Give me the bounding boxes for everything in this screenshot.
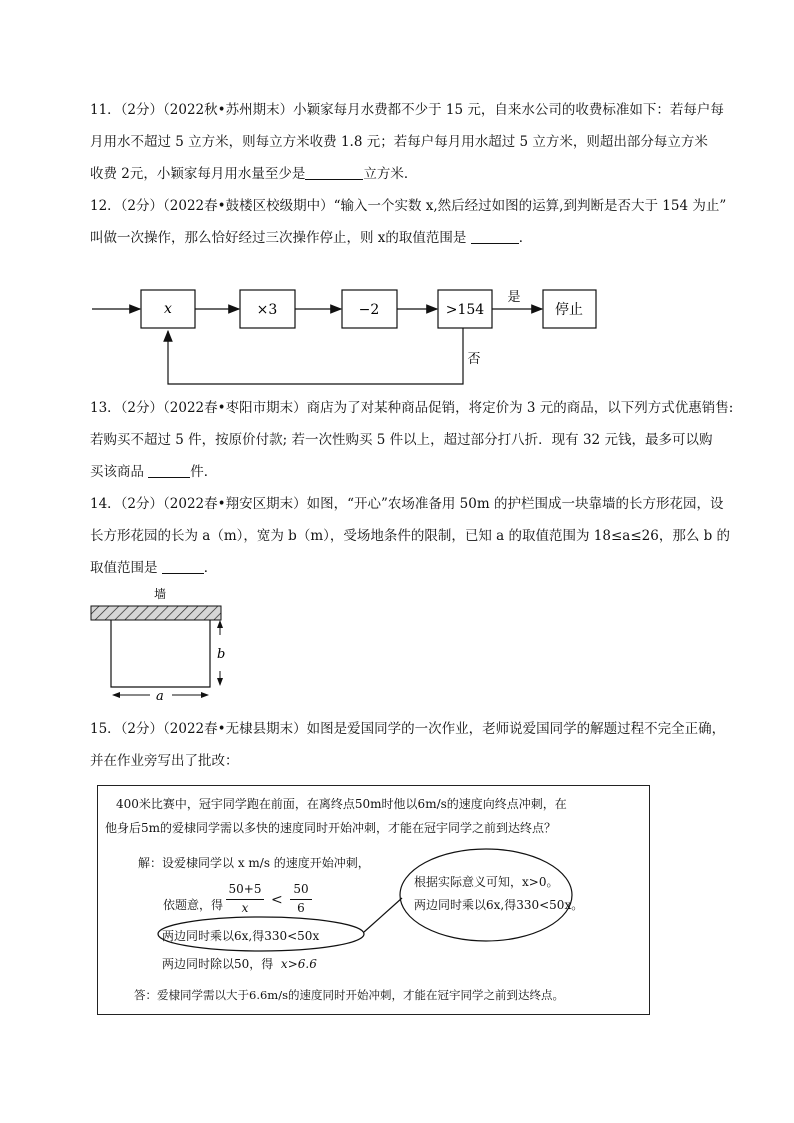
lt-sign: < <box>271 892 283 908</box>
hw-problem-line2: 他身后5m的爱棣同学需以多快的速度同时开始冲刺，才能在冠宇同学之前到达终点？ <box>105 821 557 835</box>
q13-line2: 若购买不超过 5 件，按原价付款; 若一次性购买 5 件以上，超过部分打八折．现有 32 元钱，最多可以购 <box>90 432 713 448</box>
garden-figure <box>80 585 240 705</box>
q13-line3-text: 买该商品 <box>90 464 144 480</box>
q11-line1: 11．（2分）（2022秋•苏州期末）小颖家每月水费都不少于 15 元，自来水公司的收费标准如下：若每户每 <box>90 102 724 118</box>
hw-answer: 答：爱棣同学需以大于6.6m/s的速度同时开始冲刺，才能在冠宇同学之前到达终点。 <box>134 988 564 1002</box>
frac2-numerator: 50 <box>293 882 309 896</box>
q15-line2: 并在作业旁写出了批改： <box>90 753 239 769</box>
q14-line3 <box>90 558 217 578</box>
teacher-comment-line1: 根据实际意义可知，x>0。 <box>414 875 559 889</box>
answer-blank <box>305 165 363 180</box>
wall-hatch <box>91 606 221 620</box>
frac1-numerator: 50+5 <box>228 882 262 896</box>
box-minus2-label: −2 <box>358 302 380 318</box>
answer-blank <box>148 463 190 478</box>
q14-line2: 长方形花园的长为 a（m），宽为 b（m），受场地条件的限制，已知 a 的取值范围为 18≤a≤26，那么 b 的 <box>90 528 731 544</box>
q12-line1: 12．（2分）（2022春•鼓楼区校级期中）“输入一个实数 x,然后经过如图的运算,到判断是否大于 154 为止” <box>90 198 727 214</box>
q11-line3-text: 收费 2元，小颖家每月用水量至少是 <box>90 166 306 182</box>
answer-blank <box>471 229 519 244</box>
q11-line3 <box>90 164 417 184</box>
hw-step3-result: x>6.6 <box>280 957 317 971</box>
hw-step1-prefix: 依题意，得 <box>163 898 224 912</box>
frac1-denominator: x <box>241 901 249 915</box>
flow-chart <box>0 280 794 390</box>
q12-line2-tail: ． <box>518 230 533 246</box>
hw-solve-line: 解：设爱棣同学以 x m/s 的速度开始冲刺， <box>138 856 370 870</box>
q11-line3-tail: 立方米． <box>363 166 418 182</box>
q14-line1: 14．（2分）（2022春•翔安区期末）如图，“开心”农场准备用 50m 的护栏围成一块靠墙的长方形花园，设 <box>90 496 724 512</box>
no-label: 否 <box>467 352 481 367</box>
q12-line2-text: 叫做一次操作，那么恰好经过三次操作停止，则 x的取值范围是 <box>90 230 467 246</box>
q11-line2: 月用水不超过 5 立方米，则每立方米收费 1.8 元；若每户每月用水超过 5 立方米，则超出部分每立方米 <box>90 134 708 150</box>
label-a: a <box>156 689 164 704</box>
frac2-denominator: 6 <box>297 901 305 915</box>
q15-line1: 15．（2分）（2022春•无棣县期末）如图是爱国同学的一次作业，老师说爱国同学的解题过程不完全正确， <box>90 721 726 737</box>
homework-box <box>97 785 650 1015</box>
q13-line3-tail: 件． <box>190 464 218 480</box>
answer-blank <box>162 559 204 574</box>
q12-line2 <box>90 228 532 248</box>
yes-label: 是 <box>507 290 521 305</box>
q13-line1: 13．（2分）（2022春•枣阳市期末）商店为了对某种商品促销，将定价为 3 元的商品，以下列方式优惠销售: <box>90 400 734 416</box>
q13-line3 <box>90 462 217 482</box>
box-gt154-label: >154 <box>445 302 485 318</box>
label-b: b <box>217 647 226 662</box>
q14-line3-text: 取值范围是 <box>90 560 158 576</box>
hw-step3-text: 两边同时除以50，得 <box>162 957 274 971</box>
box-stop-label: 停止 <box>555 302 583 318</box>
wall-label: 墙 <box>153 587 167 601</box>
hw-step2: 两边同时乘以6x,得330<50x <box>162 929 320 943</box>
hw-problem-line1: 400米比赛中，冠宇同学跑在前面，在离终点50m时他以6m/s的速度向终点冲刺，在 <box>116 797 567 811</box>
q14-line3-tail: ． <box>203 560 218 576</box>
box-times3-label: ×3 <box>256 302 278 318</box>
box-x-label: x <box>164 301 172 317</box>
teacher-comment-line2: 两边同时乘以6x,得330<50x。 <box>414 898 584 912</box>
